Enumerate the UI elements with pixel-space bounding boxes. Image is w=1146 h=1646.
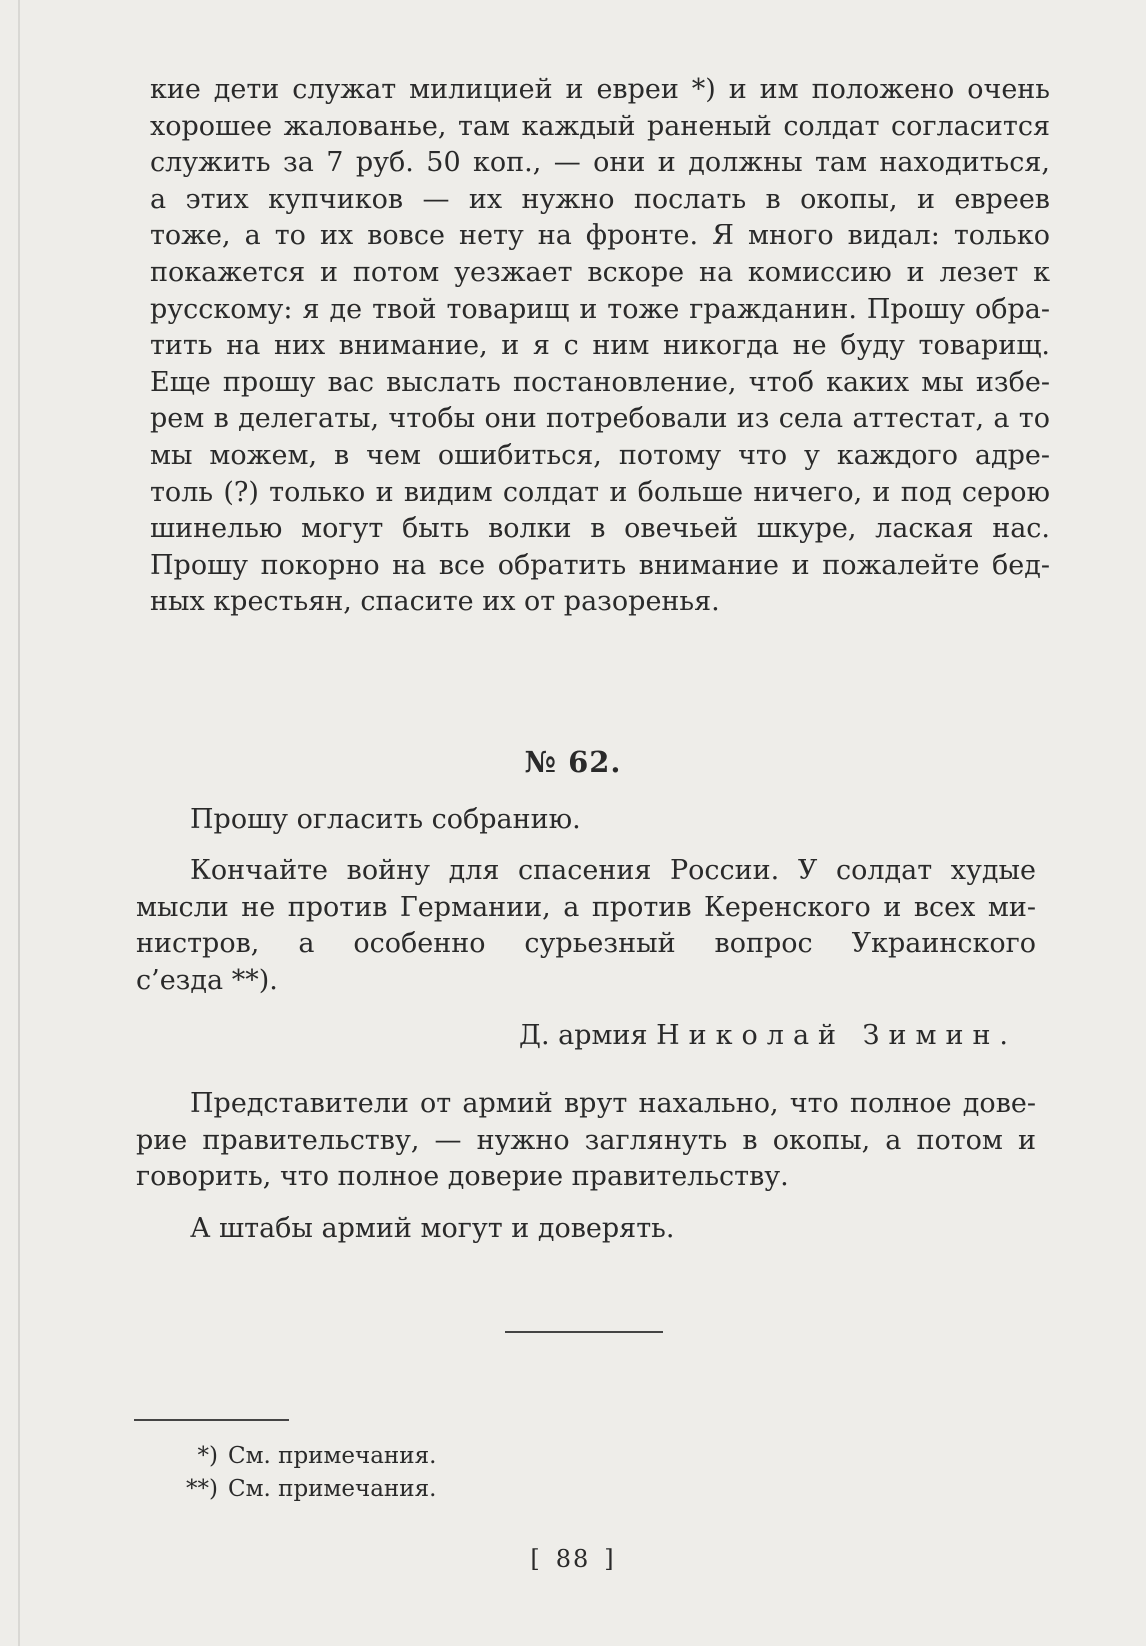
- letter-body-line: с’езда **).: [136, 964, 278, 996]
- paragraph-line: толь (?) только и видим солдат и больше ничего, и под серою: [150, 476, 1050, 508]
- letter-opening-line: Прошу огласить собранию.: [190, 804, 581, 835]
- page-edge-shadow: [18, 0, 20, 1646]
- footnote-mark: **): [186, 1476, 218, 1502]
- page-number-bracket: [: [530, 1545, 542, 1573]
- footnote-rule: [134, 1419, 289, 1421]
- paragraph-line: рем в делегаты, чтобы они потребовали из села аттестат, а то: [150, 403, 1050, 435]
- letter-body: [136, 853, 1036, 999]
- paragraph-line: мы можем, в чем ошибиться, потому что у каждого адре-: [150, 439, 1050, 471]
- paragraph-line: шинелью могут быть волки в овечьей шкуре, лаская нас.: [150, 513, 1050, 545]
- closing-line: Представители от армий врут нахально, что полное дове-: [190, 1088, 1036, 1119]
- paragraph-line: а этих купчиков — их нужно послать в окопы, и евреев: [150, 183, 1050, 215]
- letter-body-line: Кончайте войну для спасения России. У солдат худые: [190, 855, 1036, 886]
- page-number-bracket: ]: [604, 1545, 616, 1573]
- letter-signature: [519, 1020, 1017, 1051]
- footnotes: [160, 1440, 436, 1506]
- closing-final: [190, 1211, 990, 1248]
- top-paragraph: [150, 72, 1050, 621]
- page-number: [0, 1545, 1146, 1573]
- page-number-value: 88: [555, 1545, 591, 1573]
- section-heading: № 62.: [524, 745, 622, 779]
- paragraph-line: Прошу покорно на все обратить внимание и пожалейте бед-: [150, 549, 1050, 581]
- closing-line: говорить, что полное доверие правительству.: [136, 1161, 789, 1193]
- footnote: [160, 1440, 436, 1473]
- paragraph-line: Еще прошу вас выслать постановление, чтоб каких мы избе-: [150, 366, 1050, 398]
- closing-paragraph: [136, 1086, 1036, 1196]
- paragraph-line: служить за 7 руб. 50 коп., — они и должны там находиться,: [150, 147, 1050, 179]
- closing-final-line: А штабы армий могут и доверять.: [190, 1213, 675, 1244]
- footnote-mark: *): [197, 1443, 218, 1469]
- paragraph-line: русскому: я де твой товарищ и тоже гражданин. Прошу обра-: [150, 293, 1050, 325]
- paragraph-line: тить на них внимание, и я с ним никогда не буду товарищ.: [150, 330, 1050, 362]
- paragraph-line: тоже, а то их вовсе нету на фронте. Я много видал: только: [150, 220, 1050, 252]
- footnote-text: См. примечания.: [228, 1443, 437, 1469]
- closing-line: рие правительству, — нужно заглянуть в окопы, а потом и: [136, 1124, 1036, 1156]
- signature-name: Николай Зимин.: [656, 1020, 1018, 1051]
- paragraph-line: кие дети служат милицией и евреи *) и им положено очень: [150, 74, 1050, 105]
- letter-body-line: нистров, а особенно сурьезный вопрос Украинского: [136, 928, 1036, 960]
- footnote: [160, 1473, 436, 1506]
- paragraph-line: хорошее жалованье, там каждый раненый солдат согласится: [150, 110, 1050, 142]
- footnote-text: См. примечания.: [228, 1476, 437, 1502]
- paragraph-line: ных крестьян, спасите их от разоренья.: [150, 586, 720, 618]
- letter-opening: [190, 802, 990, 839]
- signature-prefix: Д. армия: [519, 1020, 648, 1051]
- section-divider: [505, 1331, 663, 1333]
- letter-body-line: мысли не против Германии, а против Керенского и всех ми-: [136, 891, 1036, 923]
- paragraph-line: покажется и потом уезжает вскоре на комиссию и лезет к: [150, 256, 1050, 288]
